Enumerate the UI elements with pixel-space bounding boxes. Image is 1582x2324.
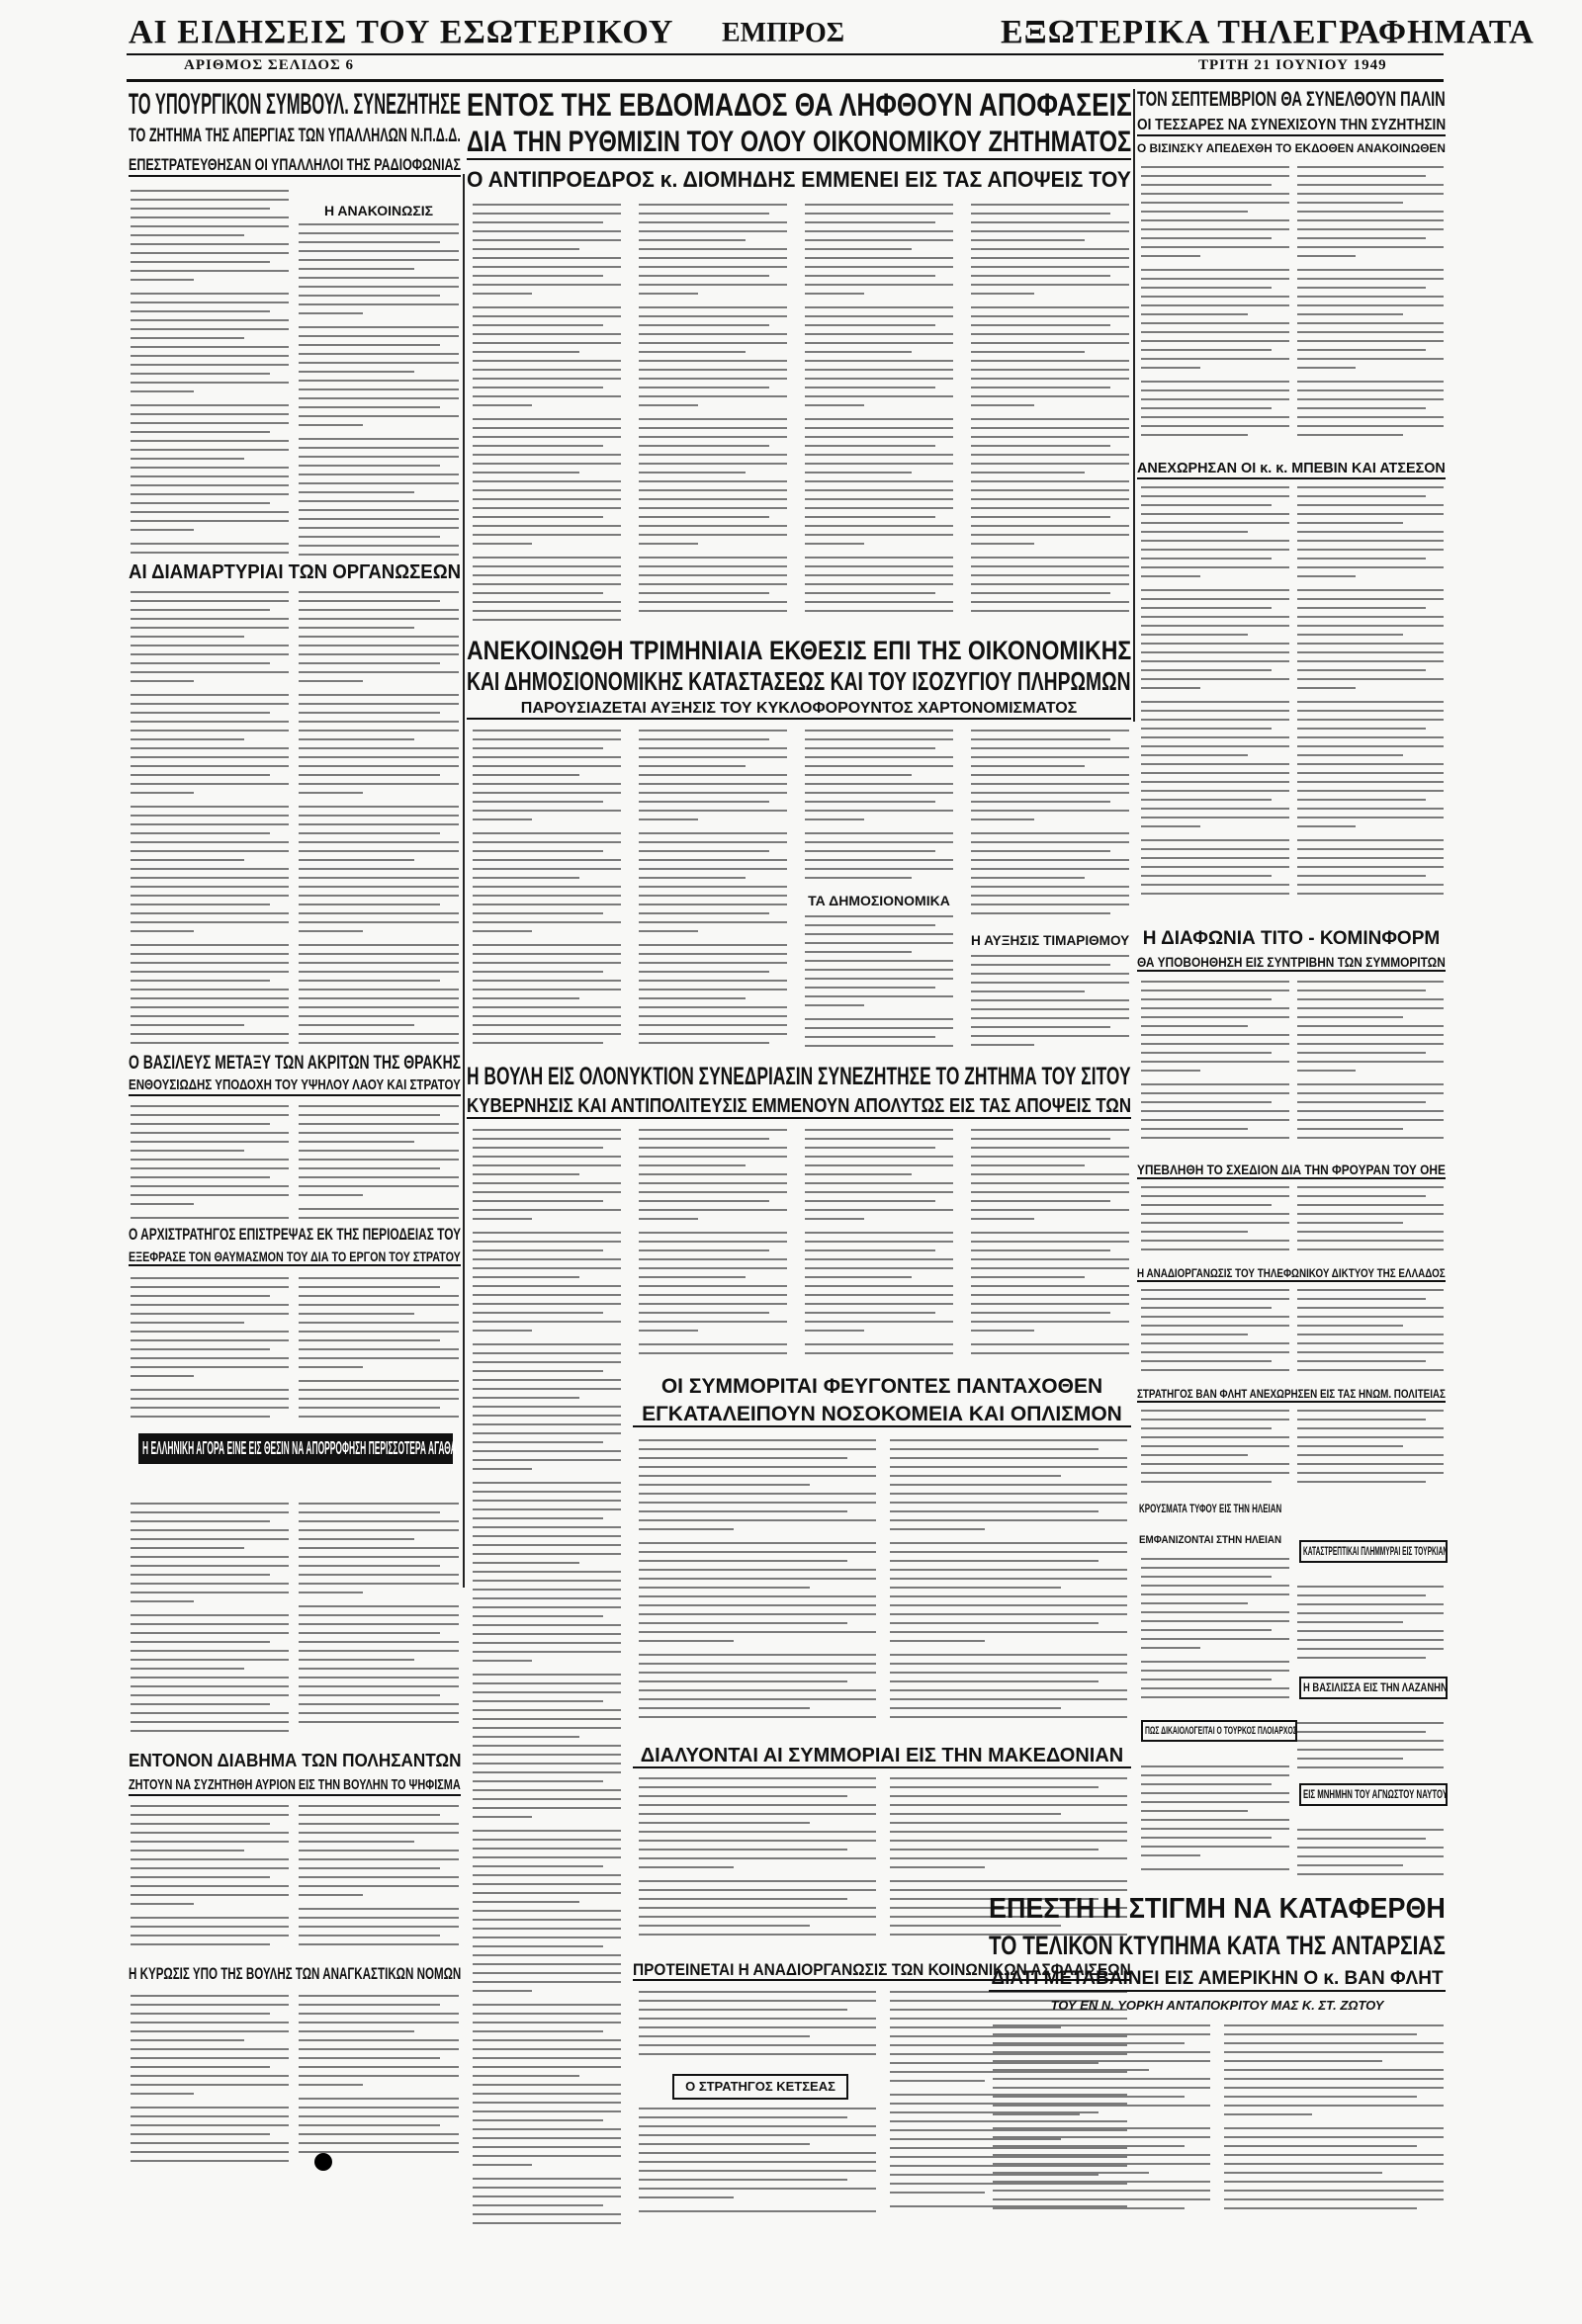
article-body — [805, 730, 953, 888]
issue-date: ΤΡΙΤΗ 21 ΙΟΥΝΙΟΥ 1949 — [1198, 57, 1387, 73]
boxed-heading: ΚΡΟΥΣΜΑΤΑ ΤΥΦΟΥ ΕΙΣ ΤΗΝ ΗΛΕΙΑΝ — [1139, 1502, 1282, 1515]
column-rule — [1133, 89, 1135, 722]
article-body — [1297, 486, 1444, 921]
byline: ΤΟΥ ΕΝ Ν. ΥΟΡΚΗ ΑΝΤΑΠΟΚΡΙΤΟΥ ΜΑΣ Κ. ΣΤ. ΖΩΤΟΥ — [1050, 1998, 1384, 2013]
page-number-label: ΑΡΙΘΜΟΣ ΣΕΛΙΔΟΣ 6 — [184, 57, 355, 73]
boxed-heading: ΠΩΣ ΔΙΚΑΙΟΛΟΓΕΙΤΑΙ Ο ΤΟΥΡΚΟΣ ΠΛΟΙΑΡΧΟΣ — [1141, 1720, 1297, 1742]
article-body — [1141, 166, 1289, 453]
article-body — [890, 1439, 1127, 1736]
article-body — [639, 204, 787, 629]
boxed-heading: Η ΒΑΣΙΛΙΣΣΑ ΕΙΣ ΤΗΝ ΛΑΖΑΝΗΝ — [1299, 1677, 1448, 1699]
headline: ΤΟ ΥΠΟΥΡΓΙΚΟΝ ΣΥΜΒΟΥΛ. ΣΥΝΕΖΗΤΗΣΕ — [129, 88, 461, 121]
article-body — [299, 1277, 459, 1425]
article-body — [639, 2108, 876, 2226]
article-body — [805, 1129, 953, 1366]
subheadline: ΕΝΘΟΥΣΙΩΔΗΣ ΥΠΟΔΟΧΗ ΤΟΥ ΥΨΗΛΟΥ ΛΑΟΥ ΚΑΙ ΣΤΡΑΤΟΥ — [129, 1077, 461, 1096]
headline: Ο ΒΑΣΙΛΕΥΣ ΜΕΤΑΞΥ ΤΩΝ ΑΚΡΙΤΩΝ ΤΗΣ ΘΡΑΚΗΣ — [129, 1053, 462, 1074]
subheadline: ΔΙΑΤΙ ΜΕΤΑΒΑΙΝΕΙ ΕΙΣ ΑΜΕΡΙΚΗΝ Ο κ. ΒΑΝ ΦΛΗΤ — [989, 1969, 1446, 1992]
article-body — [473, 204, 621, 629]
article-body — [639, 730, 787, 1056]
article-body — [1141, 1558, 1289, 1714]
article-body — [131, 190, 289, 556]
ink-blot — [314, 2153, 332, 2171]
article-body — [1141, 1289, 1289, 1384]
headline: ΕΠΕΣΤΗ Η ΣΤΙΓΜΗ ΝΑ ΚΑΤΑΦΕΡΘΗ — [989, 1893, 1446, 1925]
article-body — [993, 2024, 1210, 2226]
article-body — [639, 1129, 787, 1366]
masthead-rule-bottom — [127, 79, 1444, 82]
subheadline: ΕΞΕΦΡΑΣΕ ΤΟΝ ΘΑΥΜΑΣΜΟΝ ΤΟΥ ΔΙΑ ΤΟ ΕΡΓΟΝ ΤΟΥ ΣΤΡΑΤΟΥ — [129, 1249, 461, 1266]
article-body — [971, 204, 1129, 629]
article-body — [131, 1503, 289, 1740]
masthead-rule-top — [127, 53, 1444, 55]
subheadline: ΚΥΒΕΡΝΗΣΙΣ ΚΑΙ ΑΝΤΙΠΟΛΙΤΕΥΣΙΣ ΕΜΜΕΝΟΥΝ ΑΠΟΛΥΤΩΣ ΕΙΣ ΤΑΣ ΑΠΟΨΕΙΣ ΤΩΝ — [467, 1095, 1132, 1117]
subheadline: Η ΑΝΑΔΙΟΡΓΑΝΩΣΙΣ ΤΟΥ ΤΗΛΕΦΩΝΙΚΟΥ ΔΙΚΤΥΟΥ ΤΗΣ ΕΛΛΑΔΟΣ — [1137, 1267, 1446, 1282]
article-body — [1141, 981, 1289, 1157]
article-body — [299, 591, 459, 1046]
article-body — [1297, 1186, 1444, 1261]
article-body — [299, 1105, 459, 1220]
article-body — [299, 1995, 459, 2171]
article-body — [1297, 166, 1444, 453]
headline: ΕΓΚΑΤΑΛΕΙΠΟΥΝ ΝΟΣΟΚΟΜΕΙΑ ΚΑΙ ΟΠΛΙΣΜΟΝ — [633, 1404, 1131, 1427]
article-body — [1297, 1829, 1444, 1884]
subheadline: ΖΗΤΟΥΝ ΝΑ ΣΥΖΗΤΗΘΗ ΑΥΡΙΟΝ ΕΙΣ ΤΗΝ ΒΟΥΛΗΝ ΤΟ ΨΗΦΙΣΜΑ — [129, 1777, 461, 1796]
article-body — [890, 1777, 1127, 1951]
article-body — [1297, 1410, 1444, 1499]
article-body — [971, 1129, 1129, 1366]
headline: Η ΚΥΡΩΣΙΣ ΥΠΟ ΤΗΣ ΒΟΥΛΗΣ ΤΩΝ ΑΝΑΓΚΑΣΤΙΚΩΝ ΝΟΜΩΝ — [129, 1964, 462, 1983]
article-body — [1141, 486, 1289, 921]
article-body — [299, 1805, 459, 1953]
headline: Ο ΑΡΧΙΣΤΡΑΤΗΓΟΣ ΕΠΙΣΤΡΕΨΑΣ ΕΚ ΤΗΣ ΠΕΡΙΟΔΕΙΑΣ ΤΟΥ — [129, 1225, 462, 1244]
subheadline: Ο ΑΝΤΙΠΡΟΕΔΡΟΣ κ. ΔΙΟΜΗΔΗΣ ΕΜΜΕΝΕΙ ΕΙΣ ΤΑΣ ΑΠΟΨΕΙΣ ΤΟΥ — [467, 167, 1131, 192]
article-body — [1141, 1410, 1289, 1499]
headline-box: Η ΕΛΛΗΝΙΚΗ ΑΓΟΡΑ ΕΙΝΕ ΕΙΣ ΘΕΣΙΝ ΝΑ ΑΠΟΡΡΟΦΗΣΗ ΠΕΡΙΣΣΟΤΕΡΑ ΑΓΑΘΑ — [138, 1433, 453, 1464]
article-body — [131, 1805, 289, 1953]
article-body — [131, 591, 289, 1046]
article-body — [639, 1991, 876, 2066]
headline: ΕΝΤΟΣ ΤΗΣ ΕΒΔΟΜΑΔΟΣ ΘΑ ΛΗΦΘΟΥΝ ΑΠΟΦΑΣΕΙΣ — [467, 87, 1132, 123]
article-body — [1297, 1289, 1444, 1384]
headline: ΤΟΝ ΣΕΠΤΕΜΒΡΙΟΝ ΘΑ ΣΥΝΕΛΘΟΥΝ ΠΑΛΙΝ — [1137, 88, 1446, 111]
subheadline: ΤΟ ΖΗΤΗΜΑ ΤΗΣ ΑΠΕΡΓΙΑΣ ΤΩΝ ΥΠΑΛΛΗΛΩΝ Ν.Π.Δ.Δ. — [129, 126, 461, 146]
article-body — [1141, 1186, 1289, 1261]
subheadline: ΕΠΕΣΤΡΑΤΕΥΘΗΣΑΝ ΟΙ ΥΠΑΛΛΗΛΟΙ ΤΗΣ ΡΑΔΙΟΦΩΝΙΑΣ — [129, 156, 461, 177]
section-title-foreign: ΕΞΩΤΕΡΙΚΑ ΤΗΛΕΓΡΑΦΗΜΑΤΑ — [1001, 14, 1535, 50]
section-title-domestic: ΑΙ ΕΙΔΗΣΕΙΣ ΤΟΥ ΕΣΩΤΕΡΙΚΟΥ — [129, 14, 674, 50]
subheadline: ΣΤΡΑΤΗΓΟΣ ΒΑΝ ΦΛΗΤ ΑΝΕΧΩΡΗΣΕΝ ΕΙΣ ΤΑΣ ΗΝΩΜ. ΠΟΛΙΤΕΙΑΣ — [1137, 1388, 1446, 1403]
subheadline: ΑΙ ΔΙΑΜΑΡΤΥΡΙΑΙ ΤΩΝ ΟΡΓΑΝΩΣΕΩΝ — [129, 561, 462, 583]
headline: ΤΟ ΤΕΛΙΚΟΝ ΚΤΥΠΗΜΑ ΚΑΤΑ ΤΗΣ ΑΝΤΑΡΣΙΑΣ — [989, 1931, 1446, 1960]
headline: ΟΙ ΣΥΜΜΟΡΙΤΑΙ ΦΕΥΓΟΝΤΕΣ ΠΑΝΤΑΧΟΘΕΝ — [660, 1375, 1103, 1398]
subheadline: ΘΑ ΥΠΟΒΟΗΘΗΣΗ ΕΙΣ ΣΥΝΤΡΙΒΗΝ ΤΩΝ ΣΥΜΜΟΡΙΤΩΝ — [1137, 955, 1446, 972]
boxed-heading: ΕΙΣ ΜΝΗΜΗΝ ΤΟΥ ΑΓΝΩΣΤΟΥ ΝΑΥΤΟΥ — [1299, 1783, 1448, 1806]
article-body — [473, 1129, 621, 2226]
headline: ΔΙΑΛΥΟΝΤΑΙ ΑΙ ΣΥΜΜΟΡΙΑΙ ΕΙΣ ΤΗΝ ΜΑΚΕΔΟΝΙΑΝ — [633, 1746, 1131, 1768]
headline: ΔΙΑ ΤΗΝ ΡΥΘΜΙΣΙΝ ΤΟΥ ΟΛΟΥ ΟΙΚΟΝΟΜΙΚΟΥ ΖΗΤΗΜΑΤΟΣ — [467, 126, 1132, 158]
article-body — [299, 223, 459, 556]
article-body — [1297, 1586, 1444, 1673]
subheading: Η ΑΥΞΗΣΙΣ ΤΙΜΑΡΙΘΜΟΥ — [971, 932, 1130, 948]
article-body — [971, 730, 1129, 927]
headline: ΚΑΙ ΔΗΜΟΣΙΟΝΟΜΙΚΗΣ ΚΑΤΑΣΤΑΣΕΩΣ ΚΑΙ ΤΟΥ ΙΣΟΖΥΓΙΟΥ ΠΛΗΡΩΜΩΝ — [467, 666, 1131, 696]
column-rule — [463, 174, 465, 1588]
article-body — [805, 204, 953, 629]
article-body — [131, 1995, 289, 2171]
article-body — [1297, 1722, 1444, 1777]
newspaper-name: ΕΜΠΡΟΣ — [722, 18, 845, 48]
subheading: ΕΜΦΑΝΙΖΟΝΤΑΙ ΣΤΗΝ ΗΛΕΙΑΝ — [1139, 1534, 1282, 1546]
subheading: ΤΑ ΔΗΜΟΣΙΟΝΟΜΙΚΑ — [808, 893, 950, 908]
boxed-heading: Ο ΣΤΡΑΤΗΓΟΣ ΚΕΤΣΕΑΣ — [672, 2074, 848, 2100]
article-body — [971, 955, 1129, 1056]
article-body — [473, 730, 621, 1056]
headline: Η ΒΟΥΛΗ ΕΙΣ ΟΛΟΝΥΚΤΙΟΝ ΣΥΝΕΔΡΙΑΣΙΝ ΣΥΝΕΖΗΤΗΣΕ ΤΟ ΖΗΤΗΜΑ ΤΟΥ ΣΙΤΟΥ — [467, 1063, 1131, 1090]
headline: Η ΔΙΑΦΩΝΙΑ ΤΙΤΟ - ΚΟΜΙΝΦΟΡΜ — [1142, 928, 1441, 949]
subheadline: Ο ΒΙΣΙΝΣΚΥ ΑΠΕΔΕΧΘΗ ΤΟ ΕΚΔΟΘΕΝ ΑΝΑΚΟΙΝΩΘΕΝ — [1137, 141, 1446, 155]
boxed-heading: ΚΑΤΑΣΤΡΕΠΤΙΚΑΙ ΠΛΗΜΜΥΡΑΙ ΕΙΣ ΤΟΥΡΚΙΑΝ — [1299, 1540, 1448, 1563]
subheading: Η ΑΝΑΚΟΙΝΩΣΙΣ — [323, 203, 434, 218]
article-body — [299, 1503, 459, 1740]
headline: ΕΝΤΟΝΟΝ ΔΙΑΒΗΜΑ ΤΩΝ ΠΟΛΗΣΑΝΤΩΝ — [129, 1751, 462, 1770]
headline: ΠΡΟΤΕΙΝΕΤΑΙ Η ΑΝΑΔΙΟΡΓΑΝΩΣΙΣ ΤΩΝ ΚΟΙΝΩΝΙΚΩΝ ΑΣΦΑΛΙΣΕΩΝ — [633, 1960, 1131, 1979]
article-body — [1224, 2024, 1444, 2226]
headline: ΑΝΕΚΟΙΝΩΘΗ ΤΡΙΜΗΝΙΑΙΑ ΕΚΘΕΣΙΣ ΕΠΙ ΤΗΣ ΟΙΚΟΝΟΜΙΚΗΣ — [467, 636, 1132, 665]
subheadline: ΥΠΕΒΛΗΘΗ ΤΟ ΣΧΕΔΙΟΝ ΔΙΑ ΤΗΝ ΦΡΟΥΡΑΝ ΤΟΥ ΟΗΕ — [1137, 1162, 1446, 1179]
article-body — [131, 1277, 289, 1425]
article-body — [1141, 1765, 1289, 1884]
article-body — [639, 1777, 876, 1951]
subheadline: ΠΑΡΟΥΣΙΑΖΕΤΑΙ ΑΥΞΗΣΙΣ ΤΟΥ ΚΥΚΛΟΦΟΡΟΥΝΤΟΣ ΧΑΡΤΟΝΟΜΙΣΜΑΤΟΣ — [467, 700, 1131, 720]
article-body — [1297, 981, 1444, 1157]
subheadline: ΑΝΕΧΩΡΗΣΑΝ ΟΙ κ. κ. ΜΠΕΒΙΝ ΚΑΙ ΑΤΣΕΣΟΝ — [1137, 461, 1446, 479]
article-body — [805, 915, 953, 1056]
article-body — [639, 1439, 876, 1736]
article-body — [131, 1105, 289, 1220]
subheadline: ΟΙ ΤΕΣΣΑΡΕΣ ΝΑ ΣΥΝΕΧΙΣΟΥΝ ΤΗΝ ΣΥΖΗΤΗΣΙΝ — [1137, 117, 1446, 136]
